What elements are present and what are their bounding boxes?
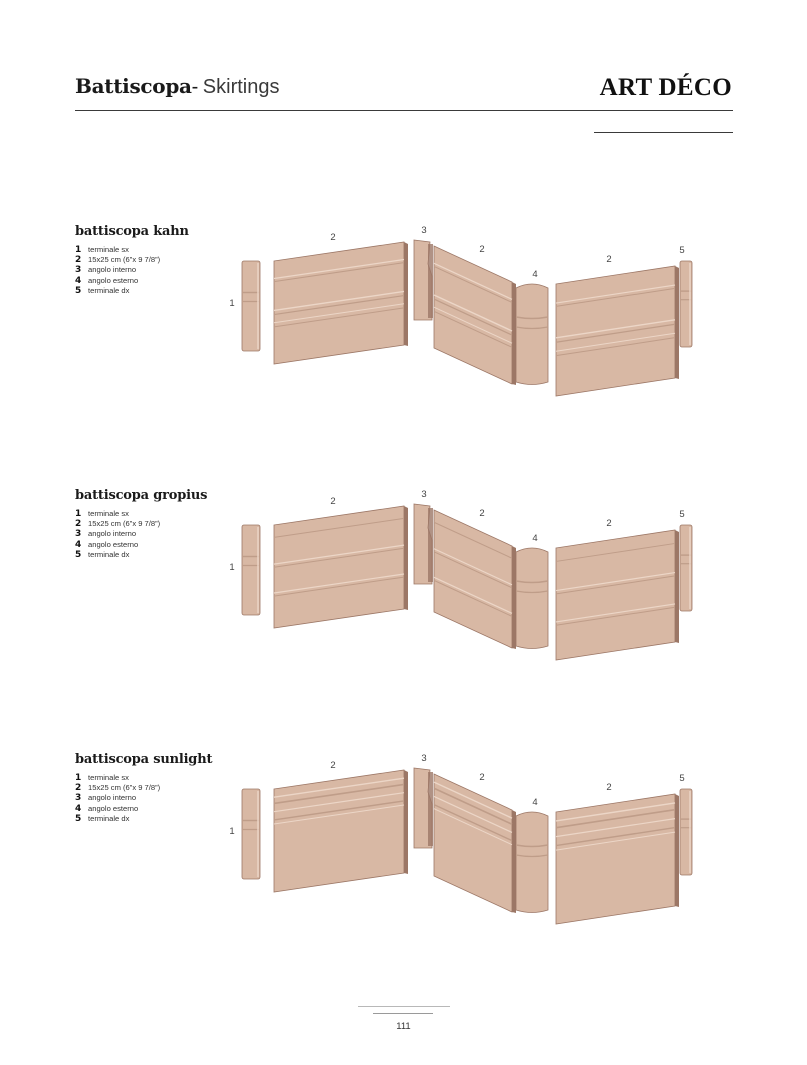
tile-edge: [675, 266, 679, 379]
tile-right: [556, 266, 679, 396]
tile-right: [556, 530, 679, 660]
collection-name: ART DÉCO: [599, 74, 732, 101]
legend-item: [75, 286, 160, 296]
tile-edge: [512, 810, 516, 913]
tile-edge: [404, 506, 408, 610]
tile-middle: [434, 510, 516, 649]
legend-number: 5: [75, 285, 82, 296]
tile-edge: [404, 242, 408, 346]
section-gropius: [0, 488, 807, 688]
post-highlight: [257, 527, 259, 613]
tile-edge: [512, 282, 516, 385]
legend-item: [75, 793, 160, 803]
label-tile-middle: 2: [479, 508, 485, 519]
tile-middle: [434, 774, 516, 913]
footer-rule-short: [373, 1013, 433, 1014]
label-inner-corner: 3: [421, 753, 427, 764]
section-title: battiscopa gropius: [75, 488, 208, 503]
header-title-light: Skirtings: [202, 76, 280, 98]
legend-number: 5: [75, 813, 82, 824]
tile-edge: [675, 530, 679, 643]
legend-item: [75, 245, 160, 255]
tile-edge: [512, 546, 516, 649]
legend-item: [75, 509, 160, 519]
tile-face: [274, 506, 404, 628]
post-highlight: [689, 791, 691, 873]
right-end-piece: [680, 789, 692, 875]
post-highlight: [257, 263, 259, 349]
legend-text: angolo interno: [88, 529, 137, 539]
legend-item: [75, 519, 160, 529]
label-tile-middle: 2: [479, 244, 485, 255]
right-end-piece: [680, 525, 692, 611]
legend-number: 2: [75, 519, 82, 530]
label-right-end: 5: [679, 509, 685, 520]
tile-face: [556, 794, 675, 924]
legend-text: angolo esterno: [88, 803, 139, 813]
left-end-piece: [242, 261, 260, 351]
section-sunlight: [0, 752, 807, 952]
legend-number: 3: [75, 793, 82, 804]
label-left-end: 1: [229, 562, 235, 573]
legend-text: terminale dx: [88, 285, 130, 295]
right-end-piece: [680, 261, 692, 347]
legend-number: 2: [75, 255, 82, 266]
tile-edge: [675, 794, 679, 907]
legend-text: 15x25 cm (6”x 9 7/8”): [88, 519, 161, 529]
legend-text: terminale sx: [88, 245, 129, 254]
legend-item: [75, 773, 160, 783]
legend-text: terminale sx: [88, 509, 129, 518]
outer-corner: [516, 284, 548, 385]
legend-item: [75, 529, 160, 539]
label-right-end: 5: [679, 773, 685, 784]
legend-number: 3: [75, 529, 82, 540]
legend-number: 1: [75, 245, 82, 255]
legend-text: angolo interno: [88, 793, 137, 803]
legend-item: [75, 255, 160, 265]
legend-item: [75, 814, 160, 824]
inner-corner-shade: [428, 244, 433, 318]
legend-number: 5: [75, 549, 82, 560]
legend-text: terminale dx: [88, 549, 130, 559]
label-left-end: 1: [229, 826, 235, 837]
header-separator: -: [191, 76, 199, 98]
legend-item: [75, 550, 160, 560]
label-outer-corner: 4: [532, 269, 538, 280]
legend-text: 15x25 cm (6”x 9 7/8”): [88, 255, 161, 265]
post-highlight: [689, 527, 691, 609]
legend-text: angolo interno: [88, 265, 137, 275]
label-inner-corner: 3: [421, 225, 427, 236]
label-tile-right: 2: [606, 782, 612, 793]
inner-corner-shade: [428, 772, 433, 846]
page-header-title: [75, 74, 280, 99]
label-tile-left: 2: [330, 760, 336, 771]
tile-face: [434, 774, 512, 912]
tile-middle: [434, 246, 516, 385]
tile-left: [274, 770, 408, 892]
tile-face: [556, 530, 675, 660]
section-title: battiscopa sunlight: [75, 752, 213, 767]
label-outer-corner: 4: [532, 533, 538, 544]
outer-corner: [516, 812, 548, 913]
inner-corner-shade: [428, 508, 433, 582]
header-rule: [75, 110, 733, 111]
footer-rule: [358, 1006, 450, 1007]
legend-number: 1: [75, 773, 82, 783]
legend-number: 3: [75, 265, 82, 276]
skirting-pieces-illustration: [228, 204, 708, 384]
legend-list: [75, 509, 160, 560]
skirting-pieces-illustration: [228, 732, 708, 912]
tile-left: [274, 506, 408, 628]
inner-corner: [414, 240, 433, 320]
legend-text: 15x25 cm (6”x 9 7/8”): [88, 783, 161, 793]
legend-number: 4: [75, 275, 82, 286]
legend-item: [75, 804, 160, 814]
label-outer-corner: 4: [532, 797, 538, 808]
section-kahn: [0, 224, 807, 424]
post-highlight: [257, 791, 259, 877]
header-title-bold: Battiscopa: [75, 74, 192, 98]
tile-right: [556, 794, 679, 924]
inner-corner: [414, 504, 433, 584]
header-short-rule: [594, 132, 733, 133]
inner-corner: [414, 768, 433, 848]
legend-number: 4: [75, 539, 82, 550]
legend-text: angolo esterno: [88, 539, 139, 549]
label-left-end: 1: [229, 298, 235, 309]
corner-body: [516, 548, 548, 649]
label-tile-left: 2: [330, 496, 336, 507]
legend-text: terminale dx: [88, 813, 130, 823]
legend-list: [75, 773, 160, 824]
legend-number: 4: [75, 803, 82, 814]
tile-face: [556, 266, 675, 396]
left-end-piece: [242, 789, 260, 879]
label-right-end: 5: [679, 245, 685, 256]
legend-number: 1: [75, 509, 82, 519]
label-tile-right: 2: [606, 254, 612, 265]
section-title: battiscopa kahn: [75, 224, 189, 239]
post-highlight: [689, 263, 691, 345]
left-end-piece: [242, 525, 260, 615]
legend-item: [75, 783, 160, 793]
skirting-pieces-illustration: [228, 468, 708, 648]
outer-corner: [516, 548, 548, 649]
tile-edge: [404, 770, 408, 874]
corner-body: [516, 812, 548, 913]
tile-face: [274, 242, 404, 364]
label-inner-corner: 3: [421, 489, 427, 500]
legend-text: terminale sx: [88, 773, 129, 782]
label-tile-middle: 2: [479, 772, 485, 783]
corner-body: [516, 284, 548, 385]
label-tile-right: 2: [606, 518, 612, 529]
legend-item: [75, 540, 160, 550]
legend-item: [75, 276, 160, 286]
legend-item: [75, 265, 160, 275]
legend-text: angolo esterno: [88, 275, 139, 285]
page-number: 111: [396, 1021, 411, 1032]
label-tile-left: 2: [330, 232, 336, 243]
tile-face: [434, 246, 512, 384]
legend-number: 2: [75, 783, 82, 794]
tile-left: [274, 242, 408, 364]
legend-list: [75, 245, 160, 296]
